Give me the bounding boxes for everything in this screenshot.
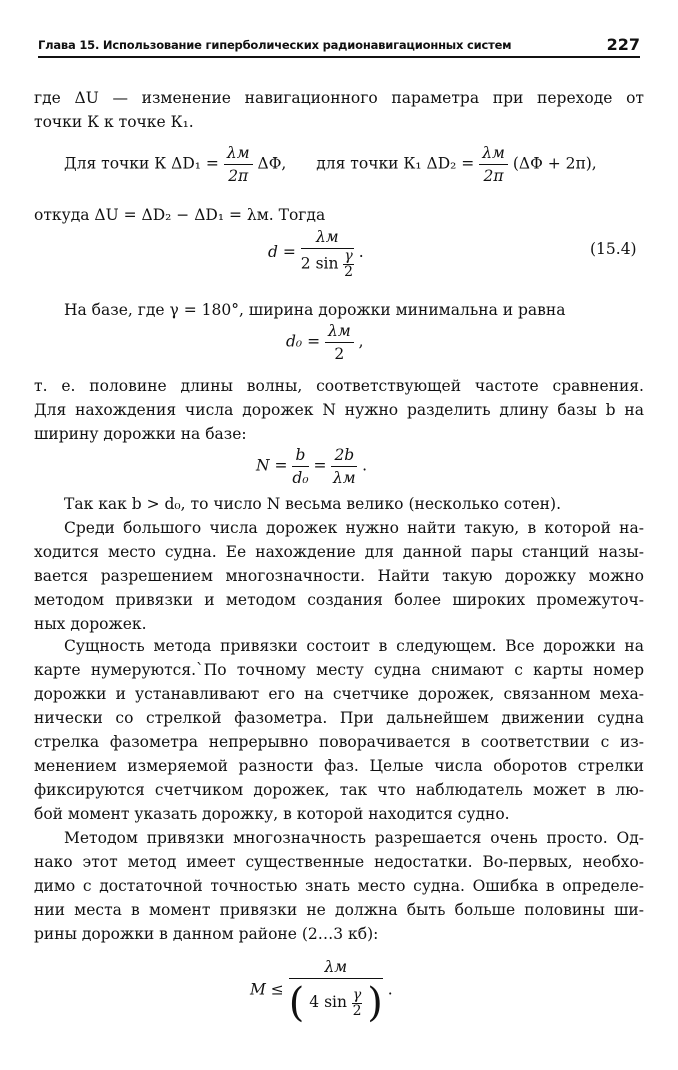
text-line: стрелка фазометра непрерывно поворачивается в соответствии с из-: [34, 733, 644, 751]
small-fraction: [352, 988, 362, 1019]
text-line: ширину дорожки на базе:: [34, 425, 247, 443]
left-paren: (: [288, 980, 305, 1026]
running-header: [38, 36, 640, 58]
text-line: Среди большого числа дорожек нужно найти такую, в которой на-: [64, 519, 644, 537]
small-fraction-denominator: 2: [344, 264, 354, 280]
text-line: откуда ΔU = ΔD₂ − ΔD₁ = λм. Тогда: [34, 206, 326, 224]
eq-lhs: d =: [268, 243, 296, 261]
text-line: точки К к точке К₁.: [34, 113, 194, 131]
text-line: нако этот метод имеет существенные недостатки. Во-первых, необхо-: [34, 853, 644, 871]
fraction: [331, 444, 357, 489]
text-line: менением измеряемой разности фаз. Целые числа оборотов стрелки: [34, 757, 644, 775]
text-line: ходится место судна. Ее нахождение для данной пары станций назы-: [34, 543, 644, 561]
equation-M: [250, 956, 393, 1025]
paragraph-6: [34, 516, 644, 636]
text-line: т. е. половине длины волны, соответствующей частоте сравнения.: [34, 377, 644, 395]
paragraph-8: [34, 826, 644, 946]
text-line: где ΔU — изменение навигационного параметра при переходе от: [34, 89, 644, 107]
text-line: фиксируются счетчиком дорожек, так что наблюдатель может в лю-: [34, 781, 644, 799]
page-number: 227: [606, 35, 640, 54]
text-line: методом привязки и методом создания более широких промежуточ-: [34, 591, 644, 609]
text-line: димо с достаточной точностью знать место судна. Ошибка в определе-: [34, 877, 644, 895]
text-line: нии места в момент привязки не должна быть больше половины ши-: [34, 901, 644, 919]
eq-left-prefix: Для точки К ΔD₁ =: [64, 154, 219, 173]
right-paren: ): [367, 980, 383, 1026]
text-line: бой момент указать дорожку, в которой находится судно.: [34, 805, 510, 823]
text-line: карте нумеруются.`По точному месту судна снимают с карты номер: [34, 661, 644, 679]
fraction-denominator: λм: [332, 469, 356, 487]
fraction: [289, 956, 383, 1025]
paragraph-4: [34, 374, 644, 446]
small-fraction: [343, 249, 353, 280]
eq-lhs: d₀ =: [286, 332, 321, 351]
text-line: вается разрешением многозначности. Найти такую дорожку можно: [34, 567, 644, 585]
fraction-numerator: 2b: [331, 444, 357, 467]
text-line: Сущность метода привязки состоит в следующем. Все дорожки на: [64, 637, 644, 655]
den-prefix: 2 sin: [300, 254, 339, 273]
fraction: [224, 142, 253, 187]
small-fraction-denominator: 2: [352, 1002, 362, 1019]
small-fraction-numerator: γ: [352, 986, 362, 1003]
eq-trail: .: [362, 456, 368, 475]
text-line: нически со стрелкой фазометра. При дальнейшем движении судна: [34, 709, 644, 727]
paragraph-1: [34, 86, 644, 134]
eq-lhs: N =: [256, 456, 288, 475]
fraction-numerator: λм: [325, 320, 354, 343]
small-fraction-numerator: γ: [344, 248, 353, 264]
fraction: [292, 444, 308, 489]
fraction-numerator: λм: [289, 956, 383, 979]
text-line: Так как b > d₀, то число N весьма велико (несколько сотен).: [64, 495, 561, 513]
text-line: Методом привязки многозначность разрешается очень просто. Од-: [64, 829, 644, 847]
eq-trail: .: [387, 980, 393, 999]
fraction-denominator: [289, 979, 383, 1025]
eq-lhs: M ≤: [250, 980, 284, 999]
eq-equals: =: [313, 456, 327, 475]
eq-trail: .: [358, 243, 364, 261]
equation-d0: [286, 320, 364, 365]
paragraph-2: [34, 203, 644, 227]
fraction: [479, 142, 508, 187]
fraction-denominator: d₀: [292, 469, 309, 487]
paragraph-3: [34, 298, 644, 322]
equation-number: (15.4): [590, 240, 637, 258]
fraction: [325, 320, 354, 365]
text-line: Для нахождения числа дорожек N нужно разделить длину базы b на: [34, 401, 644, 419]
fraction-numerator: b: [292, 444, 308, 467]
fraction-denominator: 2: [334, 345, 345, 363]
fraction-denominator: 2π: [483, 167, 504, 185]
text-line: рины дорожки в данном районе (2…3 кб):: [34, 925, 379, 943]
equation-N: [256, 444, 367, 489]
text-line: дорожки и устанавливают его на счетчике дорожек, связанном меха-: [34, 685, 644, 703]
fraction-denominator: [301, 249, 354, 280]
text-line: ных дорожек.: [34, 615, 147, 633]
eq-right-suffix: (ΔΦ + 2π),: [512, 154, 597, 173]
eq-trail: ,: [358, 332, 364, 351]
fraction-denominator: 2π: [228, 167, 249, 185]
fraction-numerator: λм: [224, 142, 253, 165]
eq-right-prefix: для точки К₁ ΔD₂ =: [316, 154, 475, 173]
equation-points: [64, 142, 597, 187]
fraction-numerator: λм: [301, 226, 354, 249]
paragraph-7: [34, 634, 644, 826]
equation-15-4: [268, 226, 364, 280]
eq-left-suffix: ΔΦ,: [257, 154, 287, 173]
chapter-title: Глава 15. Использование гиперболических радионавигационных систем: [38, 38, 512, 52]
fraction: [301, 226, 354, 280]
den-prefix: 4 sin: [309, 993, 347, 1011]
text-line: На базе, где γ = 180°, ширина дорожки минимальна и равна: [64, 301, 566, 319]
paragraph-5: [34, 492, 644, 516]
fraction-numerator: λм: [479, 142, 508, 165]
